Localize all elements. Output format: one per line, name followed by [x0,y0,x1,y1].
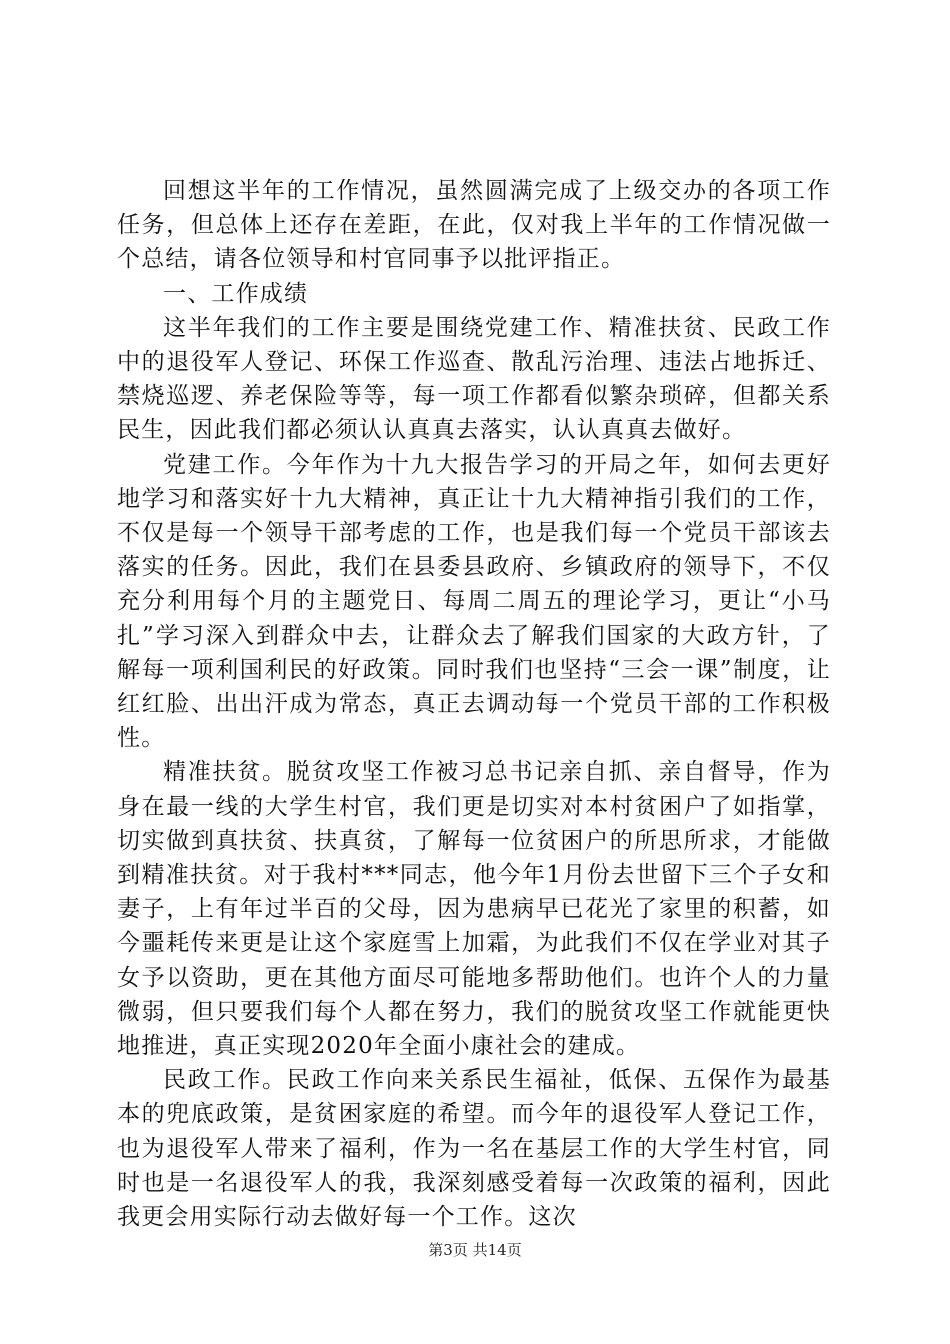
section-heading: 一、工作成绩 [163,280,309,307]
paragraph-civil-affairs: 民政工作。民政工作向来关系民生福祉，低保、五保作为最基本的兜底政策，是贫困家庭的希望。而今年的退役军人登记工作，也为退役军人带来了福利，作为一名在基层工作的大学生村官，同时也是一名退役军人的我，我深刻感受着每一次政策的福利，因此我更会用实际行动去做好每一个工作。这次 [117,1067,831,1231]
paragraph-overview: 这半年我们的工作主要是围绕党建工作、精准扶贫、民政工作中的退役军人登记、环保工作巡查、散乱污治理、违法占地拆迁、禁烧巡逻、养老保险等等，每一项工作都看似繁杂琐碎，但都关系民生，因此我们都必须认认真真去落实，认认真真去做好。 [117,314,831,444]
paragraph-intro: 回想这半年的工作情况，虽然圆满完成了上级交办的各项工作任务，但总体上还存在差距，在此，仅对我上半年的工作情况做一个总结，请各位领导和村官同事予以批评指正。 [117,178,831,273]
page-footer: 第3页 共14页 [428,1241,522,1259]
paragraph-poverty-alleviation: 精准扶贫。脱贫攻坚工作被习总书记亲自抓、亲自督导，作为身在最一线的大学生村官，我们更是切实对本村贫困户了如指掌，切实做到真扶贫、扶真贫，了解每一位贫困户的所思所求，才能做到精准扶贫。对于我村***同志，他今年1月份去世留下三个子女和妻子，上有年过半百的父母，因为患病早已花光了家里的积蓄，如今噩耗传来更是让这个家庭雪上加霜，为此我们不仅在学业对其子女予以资助，更在其他方面尽可能地多帮助他们。也许个人的力量微弱，但只要我们每个人都在努力，我们的脱贫攻坚工作就能更快地推进，真正实现2020年全面小康社会的建成。 [117,759,831,1060]
document-body [117,174,831,1234]
paragraph-party-building: 党建工作。今年作为十九大报告学习的开局之年，如何去更好地学习和落实好十九大精神，真正让十九大精神指引我们的工作，不仅是每一个领导干部考虑的工作，也是我们每一个党员干部该去落实的任务。因此，我们在县委县政府、乡镇政府的领导下，不仅充分利用每个月的主题党日、每周二周五的理论学习，更让“小马扎”学习深入到群众中去，让群众去了解我们国家的大政方针，了解每一项利国利民的好政策。同时我们也坚持“三会一课”制度，让红红脸、出出汗成为常态，真正去调动每一个党员干部的工作积极性。 [117,451,831,752]
